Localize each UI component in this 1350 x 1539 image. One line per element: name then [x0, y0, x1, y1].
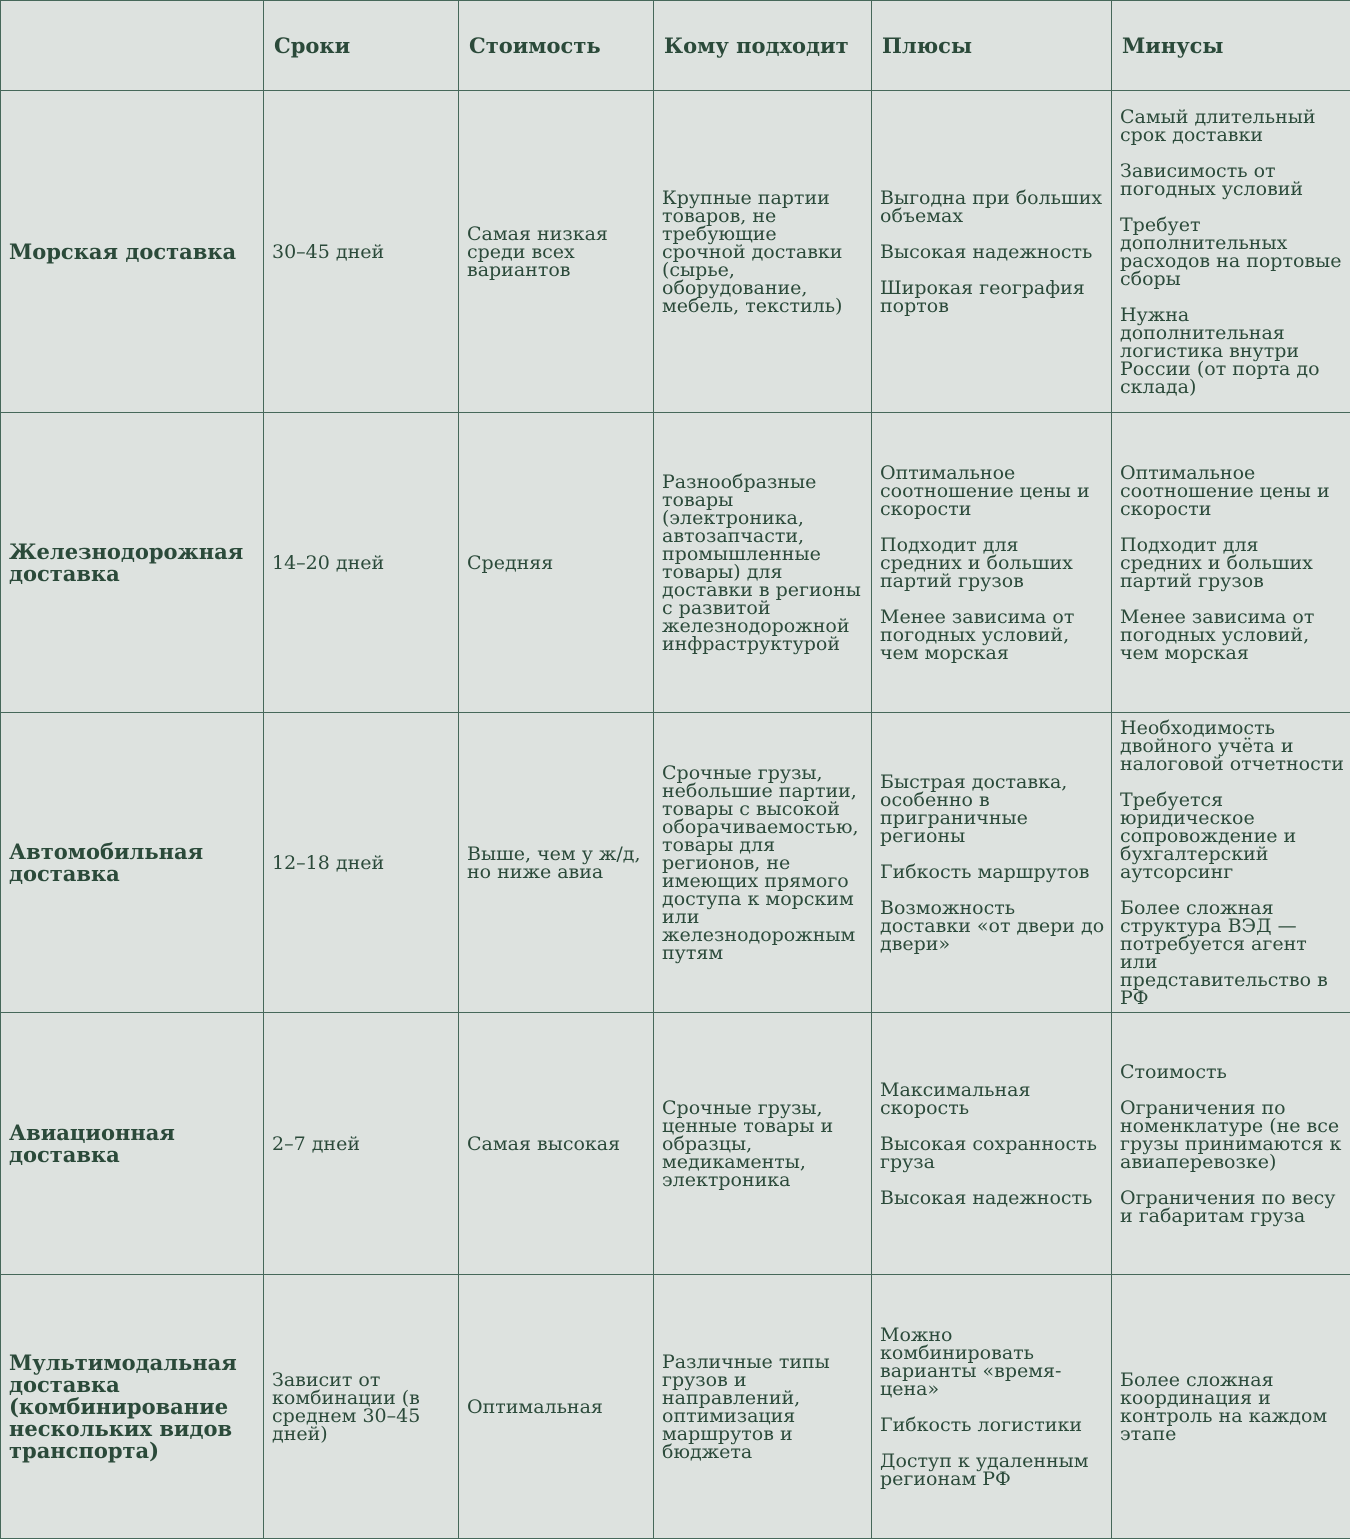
pros-item: Гибкость маршрутов [880, 863, 1105, 881]
header-empty [1, 1, 264, 91]
cons-item: Ограничения по номенклатуре (не все грузы принимаются к авиаперевозке) [1120, 1099, 1344, 1171]
table-row [1, 91, 1350, 413]
suitable-cell: Разнообразные товары (электроника, автозапчасти, промышленные товары) для доставки в регионы с развитой железнодорожной инфраструктурой [654, 413, 872, 713]
cons-cell [1112, 413, 1350, 713]
pros-cell [872, 1275, 1112, 1539]
table-row [1, 413, 1350, 713]
suitable-cell: Крупные партии товаров, не требующие срочной доставки (сырье, оборудование, мебель, текстиль) [654, 91, 872, 413]
pros-item: Гибкость логистики [880, 1416, 1105, 1434]
term-cell: 12–18 дней [264, 713, 459, 1013]
row-label: Автомобильная доставка [1, 713, 264, 1013]
cost-cell: Оптимальная [459, 1275, 654, 1539]
pros-item: Высокая сохранность груза [880, 1135, 1105, 1171]
term-cell: 2–7 дней [264, 1013, 459, 1275]
cost-cell: Самая высокая [459, 1013, 654, 1275]
pros-item: Доступ к удаленным регионам РФ [880, 1452, 1105, 1488]
pros-item: Подходит для средних и больших партий грузов [880, 536, 1105, 590]
pros-cell [872, 91, 1112, 413]
term-cell: 14–20 дней [264, 413, 459, 713]
cons-item: Зависимость от погодных условий [1120, 162, 1344, 198]
table-row [1, 1275, 1350, 1539]
header-pros: Плюсы [872, 1, 1112, 91]
pros-item: Менее зависима от погодных условий, чем морская [880, 608, 1105, 662]
header-term: Сроки [264, 1, 459, 91]
cons-cell [1112, 1275, 1350, 1539]
table-row [1, 1013, 1350, 1275]
pros-item: Высокая надежность [880, 243, 1105, 261]
table-row [1, 713, 1350, 1013]
pros-item: Широкая география портов [880, 279, 1105, 315]
row-label: Мультимодальная доставка (комбинирование нескольких видов транспорта) [1, 1275, 264, 1539]
cons-item: Оптимальное соотношение цены и скорости [1120, 464, 1344, 518]
pros-item: Максимальная скорость [880, 1081, 1105, 1117]
cons-item: Подходит для средних и больших партий грузов [1120, 536, 1344, 590]
header-suitable: Кому подходит [654, 1, 872, 91]
pros-item: Выгодна при больших объемах [880, 189, 1105, 225]
pros-item: Возможность доставки «от двери до двери» [880, 899, 1105, 953]
pros-item: Оптимальное соотношение цены и скорости [880, 464, 1105, 518]
cons-item: Самый длительный срок доставки [1120, 108, 1344, 144]
pros-cell [872, 1013, 1112, 1275]
term-cell: 30–45 дней [264, 91, 459, 413]
term-cell: Зависит от комбинации (в среднем 30–45 дней) [264, 1275, 459, 1539]
cost-cell: Выше, чем у ж/д, но ниже авиа [459, 713, 654, 1013]
cons-item: Требуется юридическое сопровождение и бухгалтерский аутсорсинг [1120, 791, 1344, 881]
cons-cell [1112, 91, 1350, 413]
cons-cell [1112, 713, 1350, 1013]
pros-cell [872, 713, 1112, 1013]
cons-item: Необходимость двойного учёта и налоговой отчетности [1120, 719, 1344, 773]
cons-item: Стоимость [1120, 1063, 1344, 1081]
cons-item: Нужна дополнительная логистика внутри России (от порта до склада) [1120, 306, 1344, 396]
cons-item: Ограничения по весу и габаритам груза [1120, 1189, 1344, 1225]
header-cons: Минусы [1112, 1, 1350, 91]
cons-cell [1112, 1013, 1350, 1275]
suitable-cell: Срочные грузы, небольшие партии, товары с высокой оборачиваемостью, товары для регионов, не имеющих прямого доступа к морским или железнодорожным путям [654, 713, 872, 1013]
cons-item: Менее зависима от погодных условий, чем морская [1120, 608, 1344, 662]
suitable-cell: Различные типы грузов и направлений, оптимизация маршрутов и бюджета [654, 1275, 872, 1539]
pros-cell [872, 413, 1112, 713]
header-cost: Стоимость [459, 1, 654, 91]
cons-item: Требует дополнительных расходов на портовые сборы [1120, 216, 1344, 288]
cons-item: Более сложная координация и контроль на каждом этапе [1120, 1371, 1344, 1443]
header-row [1, 1, 1350, 91]
pros-item: Можно комбинировать варианты «время-цена» [880, 1326, 1105, 1398]
row-label: Морская доставка [1, 91, 264, 413]
row-label: Авиационная доставка [1, 1013, 264, 1275]
pros-item: Быстрая доставка, особенно в приграничные регионы [880, 773, 1105, 845]
pros-item: Высокая надежность [880, 1189, 1105, 1207]
cons-item: Более сложная структура ВЭД — потребуется агент или представительство в РФ [1120, 899, 1344, 1007]
cost-cell: Самая низкая среди всех вариантов [459, 91, 654, 413]
cost-cell: Средняя [459, 413, 654, 713]
suitable-cell: Срочные грузы, ценные товары и образцы, медикаменты, электроника [654, 1013, 872, 1275]
row-label: Железнодорожная доставка [1, 413, 264, 713]
